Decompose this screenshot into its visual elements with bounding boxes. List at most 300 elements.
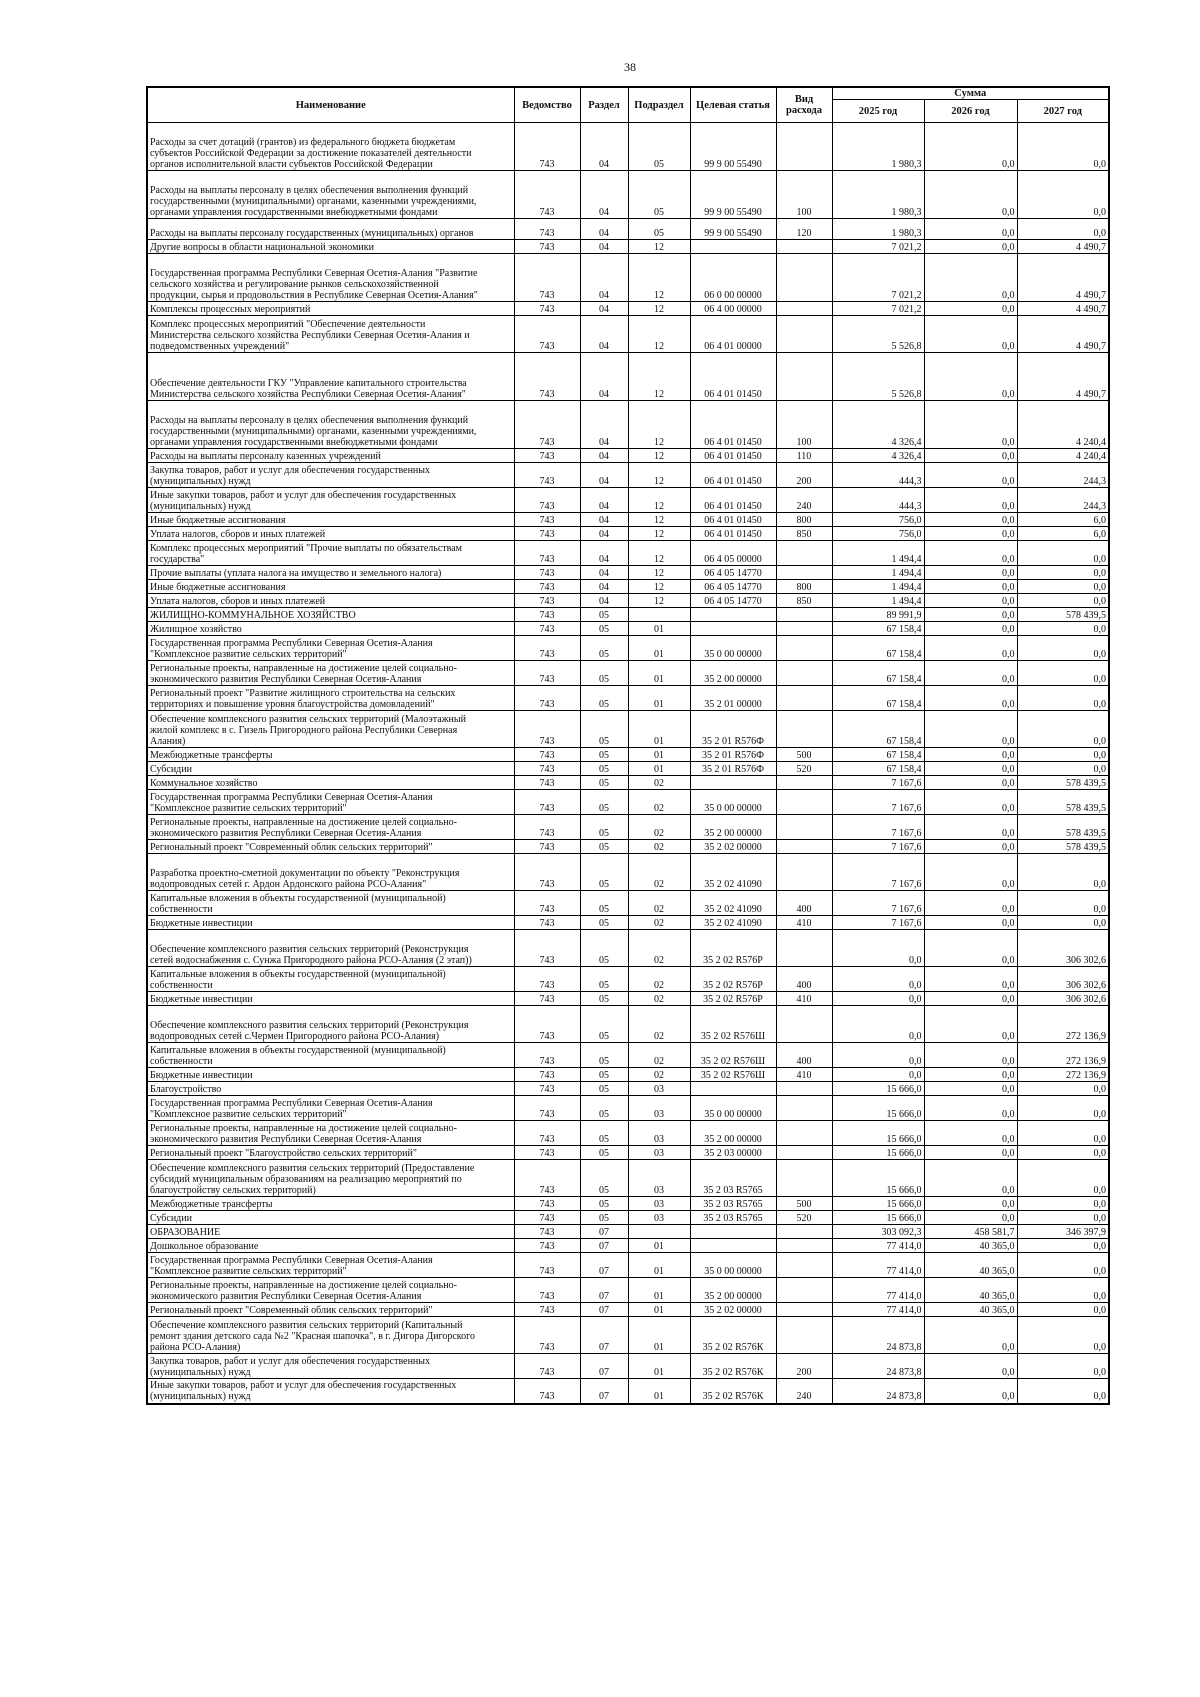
row-subsection: 12 (628, 580, 690, 594)
row-target-article: 35 2 02 41090 (690, 891, 776, 916)
row-department: 743 (514, 449, 580, 463)
row-target-article: 35 2 00 00000 (690, 815, 776, 840)
row-amount-2025: 444,3 (832, 463, 924, 488)
row-section: 04 (580, 353, 628, 401)
row-subsection: 01 (628, 686, 690, 711)
row-department: 743 (514, 401, 580, 449)
row-target-article: 35 2 02 00000 (690, 1303, 776, 1317)
row-expense-type: 410 (776, 916, 832, 930)
row-department: 743 (514, 1197, 580, 1211)
row-name: Расходы на выплаты персоналу в целях обеспечения выполнения функций государственными (муниципальными) органами, казенными учреждениями, органами управления государственными внебюджетными фондами (147, 401, 514, 449)
row-amount-2026: 0,0 (924, 661, 1017, 686)
row-expense-type (776, 1303, 832, 1317)
row-amount-2025: 67 158,4 (832, 622, 924, 636)
row-amount-2025: 5 526,8 (832, 353, 924, 401)
row-department: 743 (514, 1082, 580, 1096)
row-department: 743 (514, 854, 580, 891)
row-section: 04 (580, 513, 628, 527)
row-amount-2027: 0,0 (1017, 1096, 1109, 1121)
row-subsection: 02 (628, 840, 690, 854)
row-amount-2025: 444,3 (832, 488, 924, 513)
row-department: 743 (514, 1354, 580, 1379)
row-subsection: 05 (628, 123, 690, 171)
row-name: Закупка товаров, работ и услуг для обеспечения государственных (муниципальных) нужд (147, 463, 514, 488)
row-subsection: 02 (628, 967, 690, 992)
row-amount-2025: 4 326,4 (832, 449, 924, 463)
row-name: Субсидии (147, 1211, 514, 1225)
row-amount-2027: 0,0 (1017, 622, 1109, 636)
row-name: Государственная программа Республики Северная Осетия-Алания "Комплексное развитие сельских территорий" (147, 1096, 514, 1121)
row-amount-2027: 6,0 (1017, 513, 1109, 527)
row-department: 743 (514, 1006, 580, 1043)
table-row (147, 1121, 1109, 1146)
row-expense-type: 200 (776, 1354, 832, 1379)
row-name: Расходы за счет дотаций (грантов) из федерального бюджета бюджетам субъектов Российской Федерации за достижение показателей деятельности органов исполнительной власти субъектов Российской Федерации (147, 123, 514, 171)
row-target-article: 35 2 02 R576К (690, 1317, 776, 1354)
table-row (147, 1253, 1109, 1278)
row-expense-type (776, 1082, 832, 1096)
table-row (147, 1317, 1109, 1354)
row-department: 743 (514, 1317, 580, 1354)
row-name: Другие вопросы в области национальной экономики (147, 240, 514, 254)
table-row (147, 661, 1109, 686)
row-expense-type (776, 1096, 832, 1121)
table-row (147, 541, 1109, 566)
row-name: Государственная программа Республики Северная Осетия-Алания "Комплексное развитие сельских территорий" (147, 636, 514, 661)
row-amount-2025: 7 021,2 (832, 240, 924, 254)
row-target-article: 35 2 02 R576Р (690, 967, 776, 992)
row-expense-type: 240 (776, 1379, 832, 1404)
row-amount-2026: 0,0 (924, 762, 1017, 776)
row-subsection: 03 (628, 1197, 690, 1211)
row-amount-2027: 0,0 (1017, 1253, 1109, 1278)
row-section: 05 (580, 930, 628, 967)
row-name: Межбюджетные трансферты (147, 1197, 514, 1211)
row-section: 05 (580, 636, 628, 661)
row-section: 04 (580, 594, 628, 608)
row-amount-2026: 0,0 (924, 854, 1017, 891)
row-name: Региональный проект "Развитие жилищного строительства на сельских территориях и повышение уровня благоустройства домовладений" (147, 686, 514, 711)
row-expense-type (776, 123, 832, 171)
table-row (147, 316, 1109, 353)
row-target-article: 06 4 05 14770 (690, 566, 776, 580)
row-target-article: 99 9 00 55490 (690, 219, 776, 240)
row-target-article: 35 2 03 R5765 (690, 1197, 776, 1211)
row-amount-2027: 0,0 (1017, 1146, 1109, 1160)
row-name: Региональные проекты, направленные на достижение целей социально- экономического развития Республики Северная Осетия-Алания (147, 815, 514, 840)
row-amount-2026: 0,0 (924, 891, 1017, 916)
row-section: 05 (580, 776, 628, 790)
row-amount-2025: 7 021,2 (832, 254, 924, 302)
row-amount-2025: 7 167,6 (832, 815, 924, 840)
row-section: 04 (580, 123, 628, 171)
row-subsection: 12 (628, 353, 690, 401)
table-row (147, 123, 1109, 171)
row-amount-2027: 578 439,5 (1017, 790, 1109, 815)
row-target-article: 35 2 02 R576Ш (690, 1006, 776, 1043)
row-subsection: 02 (628, 916, 690, 930)
row-department: 743 (514, 488, 580, 513)
row-target-article: 35 2 02 R576К (690, 1354, 776, 1379)
row-department: 743 (514, 636, 580, 661)
header-expense-type: Вид расхода (776, 87, 832, 123)
row-department: 743 (514, 580, 580, 594)
row-target-article (690, 1082, 776, 1096)
row-name: Обеспечение деятельности ГКУ "Управление капитального строительства Министерства сельского хозяйства Республики Северная Осетия-Алания" (147, 353, 514, 401)
table-row (147, 1379, 1109, 1404)
row-subsection: 12 (628, 401, 690, 449)
row-expense-type: 100 (776, 171, 832, 219)
row-target-article: 06 4 01 00000 (690, 316, 776, 353)
row-name: Бюджетные инвестиции (147, 1068, 514, 1082)
row-amount-2027: 0,0 (1017, 1317, 1109, 1354)
row-amount-2025: 15 666,0 (832, 1146, 924, 1160)
row-department: 743 (514, 608, 580, 622)
row-name: Бюджетные инвестиции (147, 992, 514, 1006)
row-expense-type: 850 (776, 527, 832, 541)
row-name: Иные бюджетные ассигнования (147, 580, 514, 594)
row-section: 05 (580, 1082, 628, 1096)
row-expense-type: 500 (776, 748, 832, 762)
row-amount-2026: 0,0 (924, 1317, 1017, 1354)
row-amount-2026: 0,0 (924, 1160, 1017, 1197)
row-amount-2027: 272 136,9 (1017, 1043, 1109, 1068)
row-expense-type: 110 (776, 449, 832, 463)
row-name: Обеспечение комплексного развития сельских территорий (Предоставление субсидий муниципальным образованиям на реализацию мероприятий по благоустройству сельских территорий) (147, 1160, 514, 1197)
row-target-article: 35 2 02 R576Р (690, 992, 776, 1006)
row-department: 743 (514, 711, 580, 748)
row-target-article: 99 9 00 55490 (690, 123, 776, 171)
row-amount-2027: 0,0 (1017, 123, 1109, 171)
row-amount-2027: 0,0 (1017, 219, 1109, 240)
row-target-article: 35 2 02 41090 (690, 854, 776, 891)
row-amount-2025: 24 873,8 (832, 1317, 924, 1354)
row-target-article: 06 4 00 00000 (690, 302, 776, 316)
row-section: 05 (580, 762, 628, 776)
row-subsection: 01 (628, 1379, 690, 1404)
row-amount-2027: 578 439,5 (1017, 815, 1109, 840)
row-amount-2025: 7 167,6 (832, 891, 924, 916)
row-amount-2025: 15 666,0 (832, 1096, 924, 1121)
row-name: Уплата налогов, сборов и иных платежей (147, 594, 514, 608)
row-name: ЖИЛИЩНО-КОММУНАЛЬНОЕ ХОЗЯЙСТВО (147, 608, 514, 622)
table-row (147, 488, 1109, 513)
row-name: Прочие выплаты (уплата налога на имущество и земельного налога) (147, 566, 514, 580)
table-row (147, 1160, 1109, 1197)
row-expense-type: 200 (776, 463, 832, 488)
table-row (147, 1303, 1109, 1317)
row-section: 05 (580, 1043, 628, 1068)
row-section: 05 (580, 1160, 628, 1197)
table-row (147, 580, 1109, 594)
row-section: 05 (580, 992, 628, 1006)
table-row (147, 636, 1109, 661)
row-amount-2027: 0,0 (1017, 1160, 1109, 1197)
row-amount-2027: 0,0 (1017, 762, 1109, 776)
row-name: Государственная программа Республики Северная Осетия-Алания "Развитие сельского хозяйства и регулирование рынков сельскохозяйственной продукции, сырья и продовольствия в Республике Северная Осетия-Алания" (147, 254, 514, 302)
table-row (147, 776, 1109, 790)
row-amount-2026: 0,0 (924, 463, 1017, 488)
row-target-article: 35 2 01 R576Ф (690, 762, 776, 776)
row-amount-2027: 4 240,4 (1017, 401, 1109, 449)
row-subsection: 12 (628, 463, 690, 488)
row-expense-type: 500 (776, 1197, 832, 1211)
table-row (147, 891, 1109, 916)
row-amount-2026: 0,0 (924, 1121, 1017, 1146)
row-target-article: 35 0 00 00000 (690, 1253, 776, 1278)
row-subsection: 12 (628, 566, 690, 580)
row-amount-2026: 0,0 (924, 527, 1017, 541)
row-subsection: 01 (628, 1278, 690, 1303)
row-department: 743 (514, 316, 580, 353)
table-row (147, 1082, 1109, 1096)
row-section: 04 (580, 401, 628, 449)
row-section: 05 (580, 790, 628, 815)
row-target-article: 35 0 00 00000 (690, 636, 776, 661)
row-amount-2027: 0,0 (1017, 1197, 1109, 1211)
row-expense-type (776, 790, 832, 815)
row-amount-2027: 4 240,4 (1017, 449, 1109, 463)
row-subsection: 02 (628, 854, 690, 891)
row-amount-2026: 0,0 (924, 790, 1017, 815)
row-department: 743 (514, 1239, 580, 1253)
row-amount-2027: 578 439,5 (1017, 608, 1109, 622)
row-amount-2025: 0,0 (832, 1043, 924, 1068)
row-department: 743 (514, 840, 580, 854)
row-name: Иные закупки товаров, работ и услуг для обеспечения государственных (муниципальных) нужд (147, 488, 514, 513)
row-amount-2026: 0,0 (924, 580, 1017, 594)
row-subsection: 12 (628, 488, 690, 513)
header-name: Наименование (147, 87, 514, 123)
table-row (147, 1197, 1109, 1211)
row-name: Разработка проектно-сметной документации по объекту "Реконструкция водопроводных сетей г. Ардон Ардонского района РСО-Алания" (147, 854, 514, 891)
row-section: 07 (580, 1278, 628, 1303)
row-amount-2025: 77 414,0 (832, 1303, 924, 1317)
row-department: 743 (514, 1068, 580, 1082)
row-amount-2027: 346 397,9 (1017, 1225, 1109, 1239)
header-year-2026: 2026 год (924, 100, 1017, 123)
row-section: 04 (580, 449, 628, 463)
row-amount-2027: 0,0 (1017, 1239, 1109, 1253)
row-subsection: 01 (628, 1239, 690, 1253)
row-amount-2026: 0,0 (924, 748, 1017, 762)
row-amount-2027: 6,0 (1017, 527, 1109, 541)
row-section: 04 (580, 240, 628, 254)
row-subsection: 12 (628, 594, 690, 608)
row-amount-2026: 0,0 (924, 1211, 1017, 1225)
table-row (147, 815, 1109, 840)
row-target-article: 35 2 02 R576Ш (690, 1068, 776, 1082)
row-amount-2026: 0,0 (924, 254, 1017, 302)
table-row (147, 353, 1109, 401)
row-amount-2026: 0,0 (924, 1068, 1017, 1082)
row-target-article: 35 2 03 R5765 (690, 1211, 776, 1225)
row-expense-type (776, 854, 832, 891)
row-amount-2027: 0,0 (1017, 748, 1109, 762)
row-amount-2026: 40 365,0 (924, 1303, 1017, 1317)
row-target-article: 06 4 05 00000 (690, 541, 776, 566)
row-amount-2025: 15 666,0 (832, 1160, 924, 1197)
row-amount-2025: 4 326,4 (832, 401, 924, 449)
row-section: 05 (580, 686, 628, 711)
row-expense-type (776, 1225, 832, 1239)
row-section: 05 (580, 711, 628, 748)
row-expense-type: 400 (776, 967, 832, 992)
row-amount-2025: 77 414,0 (832, 1239, 924, 1253)
row-target-article: 06 4 01 01450 (690, 488, 776, 513)
row-amount-2027: 0,0 (1017, 1303, 1109, 1317)
row-department: 743 (514, 1043, 580, 1068)
row-amount-2027: 4 490,7 (1017, 302, 1109, 316)
row-section: 04 (580, 541, 628, 566)
row-amount-2025: 7 167,6 (832, 854, 924, 891)
row-amount-2025: 1 494,4 (832, 566, 924, 580)
row-expense-type: 400 (776, 891, 832, 916)
row-department: 743 (514, 686, 580, 711)
row-department: 743 (514, 1225, 580, 1239)
row-section: 07 (580, 1379, 628, 1404)
row-section: 04 (580, 566, 628, 580)
table-row (147, 930, 1109, 967)
row-amount-2025: 67 158,4 (832, 762, 924, 776)
row-department: 743 (514, 1160, 580, 1197)
row-expense-type (776, 566, 832, 580)
row-amount-2027: 306 302,6 (1017, 967, 1109, 992)
row-section: 05 (580, 854, 628, 891)
row-amount-2027: 4 490,7 (1017, 254, 1109, 302)
row-department: 743 (514, 762, 580, 776)
row-name: Обеспечение комплексного развития сельских территорий (Капитальный ремонт здания детского сада №2 "Красная шапочка", в г. Дигора Дигорского района РСО-Алания) (147, 1317, 514, 1354)
row-target-article: 06 4 05 14770 (690, 594, 776, 608)
row-subsection: 12 (628, 527, 690, 541)
table-row (147, 240, 1109, 254)
table-row (147, 513, 1109, 527)
row-name: Капитальные вложения в объекты государственной (муниципальной) собственности (147, 891, 514, 916)
row-amount-2025: 0,0 (832, 967, 924, 992)
row-target-article: 35 2 01 R576Ф (690, 711, 776, 748)
row-department: 743 (514, 594, 580, 608)
row-section: 05 (580, 1006, 628, 1043)
row-name: Комплексы процессных мероприятий (147, 302, 514, 316)
row-amount-2026: 0,0 (924, 1043, 1017, 1068)
row-expense-type (776, 1146, 832, 1160)
row-amount-2026: 0,0 (924, 622, 1017, 636)
table-row (147, 1225, 1109, 1239)
row-subsection: 01 (628, 762, 690, 776)
table-row (147, 594, 1109, 608)
table-row (147, 1068, 1109, 1082)
row-department: 743 (514, 513, 580, 527)
row-amount-2026: 0,0 (924, 608, 1017, 622)
row-section: 05 (580, 815, 628, 840)
row-target-article (690, 622, 776, 636)
row-subsection: 03 (628, 1082, 690, 1096)
row-amount-2027: 244,3 (1017, 463, 1109, 488)
row-department: 743 (514, 1211, 580, 1225)
row-department: 743 (514, 776, 580, 790)
row-amount-2025: 15 666,0 (832, 1082, 924, 1096)
row-name: Обеспечение комплексного развития сельских территорий (Реконструкция сетей водоснабжения с. Сунжа Пригородного района РСО-Алания (2 этап)) (147, 930, 514, 967)
row-amount-2026: 0,0 (924, 1197, 1017, 1211)
row-subsection: 01 (628, 748, 690, 762)
table-row (147, 1096, 1109, 1121)
row-department: 743 (514, 790, 580, 815)
row-subsection: 02 (628, 992, 690, 1006)
row-name: Обеспечение комплексного развития сельских территорий (Реконструкция водопроводных сетей с.Чермен Пригородного района РСО-Алания) (147, 1006, 514, 1043)
row-amount-2025: 67 158,4 (832, 661, 924, 686)
row-name: Расходы на выплаты персоналу казенных учреждений (147, 449, 514, 463)
row-expense-type (776, 240, 832, 254)
row-department: 743 (514, 219, 580, 240)
table-row (147, 686, 1109, 711)
table-row (147, 608, 1109, 622)
row-section: 04 (580, 219, 628, 240)
row-amount-2026: 0,0 (924, 967, 1017, 992)
row-department: 743 (514, 916, 580, 930)
row-name: Комплекс процессных мероприятий "Прочие выплаты по обязательствам государства" (147, 541, 514, 566)
row-subsection: 02 (628, 1068, 690, 1082)
row-subsection: 02 (628, 815, 690, 840)
row-name: Обеспечение комплексного развития сельских территорий (Малоэтажный жилой комплекс в с. Гизель Пригородного района Республики Северная Алания) (147, 711, 514, 748)
row-amount-2026: 458 581,7 (924, 1225, 1017, 1239)
row-amount-2027: 244,3 (1017, 488, 1109, 513)
row-section: 05 (580, 1197, 628, 1211)
row-amount-2025: 7 167,6 (832, 916, 924, 930)
table-header (147, 87, 1109, 123)
row-department: 743 (514, 1096, 580, 1121)
row-section: 05 (580, 1121, 628, 1146)
row-name: Региональные проекты, направленные на достижение целей социально- экономического развития Республики Северная Осетия-Алания (147, 1121, 514, 1146)
row-subsection: 01 (628, 711, 690, 748)
row-amount-2027: 0,0 (1017, 636, 1109, 661)
row-name: Субсидии (147, 762, 514, 776)
row-amount-2026: 0,0 (924, 240, 1017, 254)
row-subsection: 03 (628, 1160, 690, 1197)
row-amount-2026: 0,0 (924, 171, 1017, 219)
row-subsection: 01 (628, 1317, 690, 1354)
row-amount-2025: 67 158,4 (832, 686, 924, 711)
row-section: 04 (580, 488, 628, 513)
row-section: 04 (580, 254, 628, 302)
row-expense-type: 120 (776, 219, 832, 240)
table-row (147, 1278, 1109, 1303)
row-department: 743 (514, 815, 580, 840)
row-name: ОБРАЗОВАНИЕ (147, 1225, 514, 1239)
row-subsection: 12 (628, 254, 690, 302)
row-amount-2026: 0,0 (924, 686, 1017, 711)
row-expense-type: 850 (776, 594, 832, 608)
row-expense-type (776, 776, 832, 790)
row-amount-2026: 0,0 (924, 636, 1017, 661)
row-amount-2026: 0,0 (924, 219, 1017, 240)
row-department: 743 (514, 302, 580, 316)
row-expense-type (776, 930, 832, 967)
row-expense-type (776, 1239, 832, 1253)
row-department: 743 (514, 1278, 580, 1303)
row-name: Региональные проекты, направленные на достижение целей социально- экономического развития Республики Северная Осетия-Алания (147, 1278, 514, 1303)
row-amount-2025: 15 666,0 (832, 1121, 924, 1146)
row-expense-type (776, 1278, 832, 1303)
row-subsection: 02 (628, 1043, 690, 1068)
table-row (147, 1239, 1109, 1253)
row-amount-2025: 7 167,6 (832, 790, 924, 815)
row-subsection: 02 (628, 1006, 690, 1043)
row-name: Капитальные вложения в объекты государственной (муниципальной) собственности (147, 967, 514, 992)
row-name: Расходы на выплаты персоналу государственных (муниципальных) органов (147, 219, 514, 240)
row-expense-type (776, 815, 832, 840)
row-amount-2026: 40 365,0 (924, 1253, 1017, 1278)
row-department: 743 (514, 622, 580, 636)
